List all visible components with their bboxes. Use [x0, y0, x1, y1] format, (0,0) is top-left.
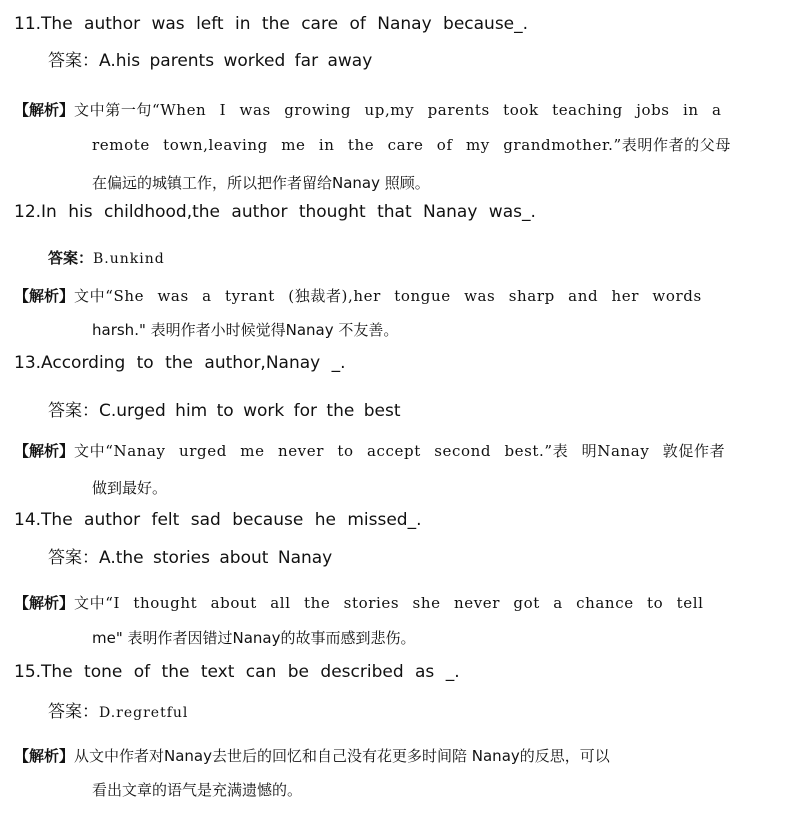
analysis-11 [14, 99, 800, 120]
answer-label: 答案： [48, 51, 99, 71]
analysis-12-line2: harsh." 表明作者小时候觉得Nanay 不友善。 [92, 321, 399, 339]
analysis-13 [14, 440, 800, 461]
analysis-tag: 【解析】 [14, 747, 75, 765]
analysis-text: 文中“I thought about all the stories she never got a chance to tell [74, 594, 704, 612]
answer-label: 答案： [48, 249, 94, 267]
question-15: 15.The tone of the text can be described as _. [14, 662, 460, 682]
analysis-15-line2: 看出文章的语气是充满遗憾的。 [92, 781, 303, 799]
analysis-11-line2: remote town,leaving me in the care of my grandmother.”表明作者的父母 [92, 136, 731, 154]
analysis-15 [14, 745, 800, 766]
answer-label: 答案： [48, 401, 99, 421]
analysis-13-line2: 做到最好。 [92, 479, 168, 497]
answer-text: D.regretful [99, 705, 189, 721]
analysis-text: 从文中作者对Nanay去世后的回忆和自己没有花更多时间陪 Nanay的反思，可以 [74, 747, 610, 765]
analysis-tag: 【解析】 [14, 287, 75, 305]
question-11: 11.The author was left in the care of Nanay because_. [14, 14, 529, 34]
answer-text: A.his parents worked far away [99, 51, 373, 71]
answer-15 [48, 697, 800, 722]
analysis-tag: 【解析】 [14, 101, 75, 119]
analysis-11-line3: 在偏远的城镇工作，所以把作者留给Nanay 照顾。 [92, 174, 430, 192]
question-12: 12.In his childhood,the author thought that Nanay was_. [14, 202, 536, 222]
answer-text: A.the stories about Nanay [99, 548, 333, 568]
answer-label: 答案： [48, 548, 99, 568]
answer-12 [48, 247, 800, 268]
analysis-14 [14, 592, 800, 613]
question-14: 14.The author felt sad because he missed_. [14, 510, 422, 530]
analysis-14-line2: me" 表明作者因错过Nanay的故事而感到悲伤。 [92, 629, 416, 647]
answer-label: 答案： [48, 702, 99, 722]
analysis-tag: 【解析】 [14, 594, 75, 612]
analysis-text: 文中“Nanay urged me never to accept second best.”表 明Nanay 敦促作者 [74, 442, 726, 460]
analysis-text: 文中“She was a tyrant (独裁者),her tongue was sharp and her words [74, 287, 702, 305]
analysis-12 [14, 285, 800, 306]
answer-13 [48, 396, 800, 421]
answer-text: B.unkind [93, 251, 165, 267]
analysis-text: 文中第一句“When I was growing up,my parents took teaching jobs in a [74, 101, 722, 119]
analysis-tag: 【解析】 [14, 442, 75, 460]
answer-14 [48, 543, 800, 568]
question-13: 13.According to the author,Nanay _. [14, 353, 346, 373]
answer-11 [48, 46, 800, 71]
answer-text: C.urged him to work for the best [99, 401, 401, 421]
